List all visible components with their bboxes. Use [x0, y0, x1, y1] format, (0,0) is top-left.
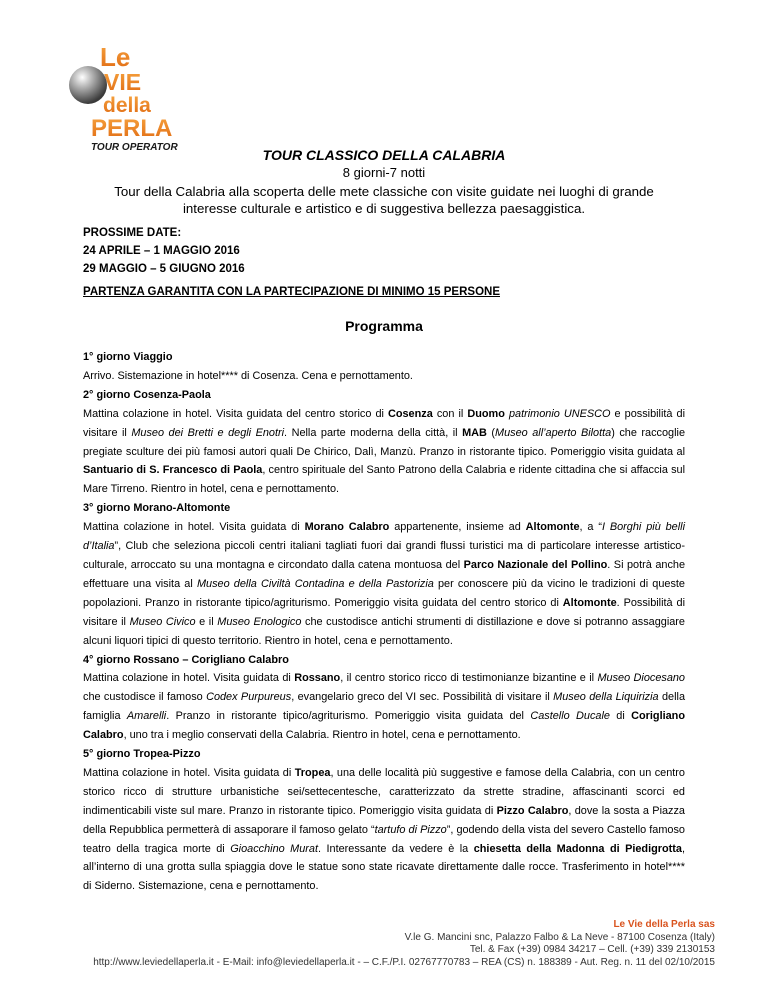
logo-text-della: della: [103, 94, 151, 117]
logo-text-vie: VIE: [104, 69, 142, 95]
guaranteed-departure-notice: PARTENZA GARANTITA CON LA PARTECIPAZIONE DI MINIMO 15 PERSONE: [83, 286, 500, 298]
day-1-text: Arrivo. Sistemazione in hotel**** di Cosenza. Cena e pernottamento.: [83, 369, 413, 382]
day-3-text: Mattina colazione in hotel. Visita guidata di Morano Calabro appartenente, insieme ad Altomonte, a “I Borghi più belli d’Italia”, Club che seleziona piccoli centri italiani tagliati fuori dai grandi flussi turistici ma di particolare interesse artistico-culturale, arroccato su una montagna e circondato dalla catena montuosa del Parco Nazionale del Pollino. Si potrà anche effettuare una visita al Museo della Civiltà Contadina e della Pastorizia per conoscere più da vicino le tradizioni di queste popolazioni. Pranzo in ristorante tipico/agriturismo. Pomeriggio visita guidata del centro storico di Altomonte. Possibilità di visitare il Museo Civico e il Museo Enologico che custodisce antichi strumenti di distillazione e dove si potranno assaggiare alcuni liquori tipici di questo territorio. Rientro in hotel, cena e pernottamento.: [83, 521, 685, 647]
company-logo: [66, 40, 206, 155]
logo-text-le: Le: [100, 42, 131, 72]
day-3-title: 3° giorno Morano-Altomonte: [83, 502, 231, 515]
date-item: 29 MAGGIO – 5 GIUGNO 2016: [83, 263, 245, 275]
logo-graphic: [66, 40, 206, 155]
footer-legal: http://www.leviedellaperla.it - E-Mail: info@leviedellaperla.it - – C.F./P.I. 02767770783 – REA (CS) n. 188389 - Aut. Reg. n. 11 del 02/10/2015: [93, 956, 715, 968]
footer-contacts: Tel. & Fax (+39) 0984 34217 – Cell. (+39) 339 2130153: [469, 944, 715, 955]
dates-label: PROSSIME DATE:: [83, 227, 182, 239]
day-4-text: Mattina colazione in hotel. Visita guidata di Rossano, il centro storico ricco di testimonianze bizantine e il Museo Diocesano che custodisce il famoso Codex Purpureus, evangelario greco del VI sec. Possibilità di visitare il Museo della Liquirizia della famiglia Amarelli. Pranzo in ristorante tipico/agriturismo. Pomeriggio visita guidata del Castello Ducale di Corigliano Calabro, uno tra i meglio conservati della Calabria. Rientro in hotel, cena e pernottamento.: [83, 672, 685, 742]
program-body: [83, 348, 685, 896]
day-2-title: 2° giorno Cosenza-Paola: [83, 388, 211, 401]
date-item: 24 APRILE – 1 MAGGIO 2016: [83, 245, 240, 257]
logo-tagline: TOUR OPERATOR: [91, 142, 178, 153]
day-5-title: 5° giorno Tropea-Pizzo: [83, 748, 201, 761]
day-4-title: 4° giorno Rossano – Corigliano Calabro: [83, 653, 289, 666]
tour-title: TOUR CLASSICO DELLA CALABRIA: [262, 147, 506, 163]
footer-address: V.le G. Mancini snc, Palazzo Falbo & La Neve - 87100 Cosenza (Italy): [404, 931, 715, 943]
day-5-text: Mattina colazione in hotel. Visita guidata di Tropea, una delle località più suggestive e famose della Calabria, con un centro storico ricco di strutture urbanistiche sei/settecentesche, caratterizzato da strette stradine, affascinanti scorci ed indimenticabili viste sul mare. Pranzo in ristorante tipico. Pomeriggio visita guidata di Pizzo Calabro, dove la sosta a Piazza della Repubblica permetterà di assaporare il famoso gelato “tartufo di Pizzo”, godendo della vista del severo Castello famoso teatro della tragica morte di Gioacchino Murat. Interessante da vedere è la chiesetta della Madonna di Piedigrotta, all’interno di una grotta sulla spiaggia dove le statue sono state ricavate direttamente dalle rocce. Trasferimento in hotel**** di Siderno. Sistemazione, cena e pernottamento.: [83, 766, 685, 893]
logo-text-perla: PERLA: [91, 115, 173, 142]
tour-intro: Tour della Calabria alla scoperta delle mete classiche con visite guidate nei luoghi di grande interesse culturale e artistico e di suggestiva bellezza paesaggistica.: [114, 184, 654, 216]
upcoming-dates: [83, 224, 245, 278]
tour-duration: 8 giorni-7 notti: [342, 165, 426, 180]
page-footer: [93, 919, 715, 969]
day-2-text: Mattina colazione in hotel. Visita guidata del centro storico di Cosenza con il Duomo patrimonio UNESCO e possibilità di visitare il Museo dei Bretti e degli Enotri. Nella parte moderna della città, il MAB (Museo all’aperto Bilotta) che raccoglie pregiate sculture dei più famosi autori quali De Chirico, Dalì, Manzù. Pranzo in ristorante tipico. Pomeriggio visita guidata al Santuario di S. Francesco di Paola, centro spirituale del Santo Patrono della Calabria e ridente cittadina che si affaccia sul Mare Tirreno. Rientro in hotel, cena e pernottamento.: [83, 407, 686, 496]
day-1-title: 1° giorno Viaggio: [83, 351, 173, 363]
footer-company: Le Vie della Perla sas: [613, 919, 715, 930]
program-heading: Programma: [345, 318, 423, 334]
